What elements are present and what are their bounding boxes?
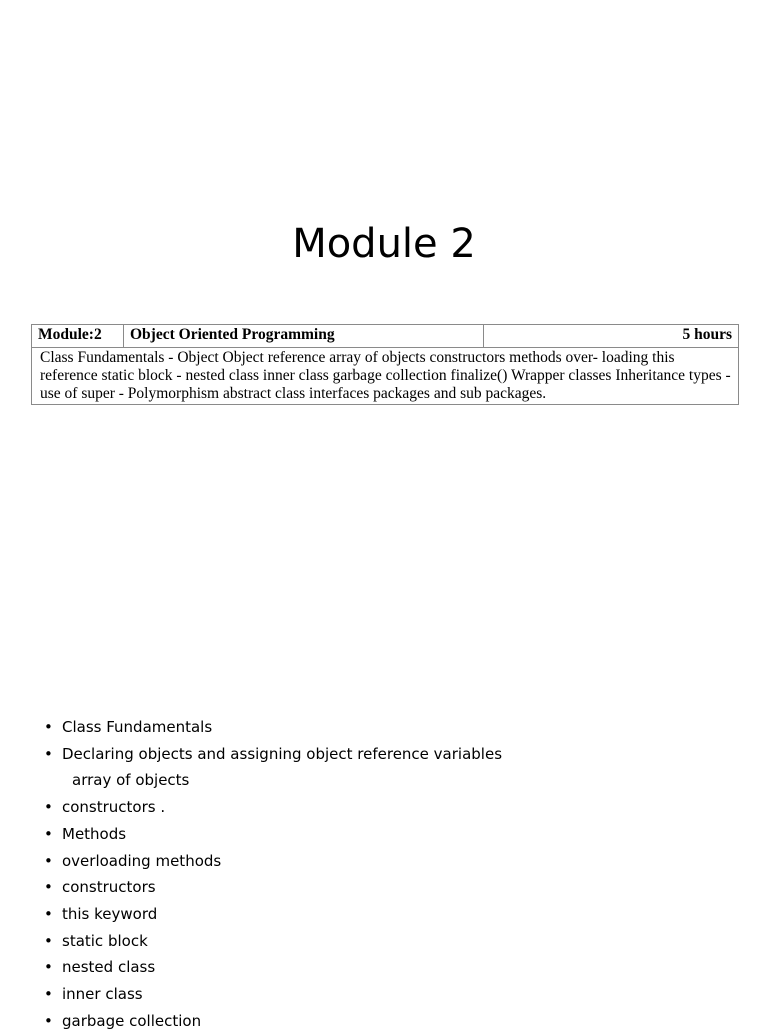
slide-title: Module 2 bbox=[292, 221, 476, 267]
topic-item bbox=[44, 874, 502, 901]
topic-item bbox=[44, 848, 502, 875]
topic-text: inner class bbox=[62, 985, 143, 1004]
topic-text: Class Fundamentals bbox=[62, 718, 213, 736]
topic-text: Methods bbox=[62, 824, 127, 843]
topic-item bbox=[44, 1008, 502, 1034]
bullet-icon: • bbox=[44, 744, 53, 763]
bullet-icon: • bbox=[44, 1011, 53, 1030]
bullet-icon: • bbox=[44, 718, 53, 736]
bullet-icon: • bbox=[44, 878, 53, 897]
topic-text: constructors bbox=[62, 878, 156, 897]
module-label-cell: Module:2 bbox=[32, 325, 124, 348]
syllabus-table bbox=[31, 324, 739, 405]
module-description-cell: Class Fundamentals - Object Object reference array of objects constructors methods over- loading this reference static block - nested class inner class garbage collection finalize() Wrapper classes Inheritance types - use of super - Polymorphism abstract class interfaces packages and sub packages. bbox=[32, 348, 739, 405]
topic-item bbox=[44, 954, 502, 981]
syllabus-header-row bbox=[32, 325, 739, 348]
topic-item bbox=[44, 928, 502, 955]
bullet-icon: • bbox=[44, 931, 53, 950]
topic-item bbox=[44, 741, 502, 768]
topic-item bbox=[44, 821, 502, 848]
topics-list bbox=[44, 714, 502, 1034]
topic-text: static block bbox=[62, 931, 148, 950]
topic-item bbox=[44, 794, 502, 821]
topic-item bbox=[44, 901, 502, 928]
module-hours-cell: 5 hours bbox=[484, 325, 739, 348]
bullet-icon: • bbox=[44, 824, 53, 843]
bullet-icon: • bbox=[44, 904, 53, 923]
topic-text: this keyword bbox=[62, 904, 158, 923]
topic-text: garbage collection bbox=[62, 1011, 202, 1030]
topic-text: Declaring objects and assigning object reference variables bbox=[62, 744, 503, 763]
topic-text: nested class bbox=[62, 958, 156, 977]
topic-item-continuation bbox=[44, 767, 502, 794]
bullet-icon: • bbox=[44, 958, 53, 977]
topic-item bbox=[44, 714, 502, 741]
bullet-icon: • bbox=[44, 985, 53, 1004]
module-title-cell: Object Oriented Programming bbox=[124, 325, 484, 348]
topic-text: constructors . bbox=[62, 798, 166, 817]
topic-item bbox=[44, 981, 502, 1008]
topic-text: overloading methods bbox=[62, 851, 222, 870]
bullet-icon: • bbox=[44, 851, 53, 870]
topic-text: array of objects bbox=[72, 771, 190, 790]
bullet-icon: • bbox=[44, 798, 53, 817]
syllabus-body-row bbox=[32, 348, 739, 405]
